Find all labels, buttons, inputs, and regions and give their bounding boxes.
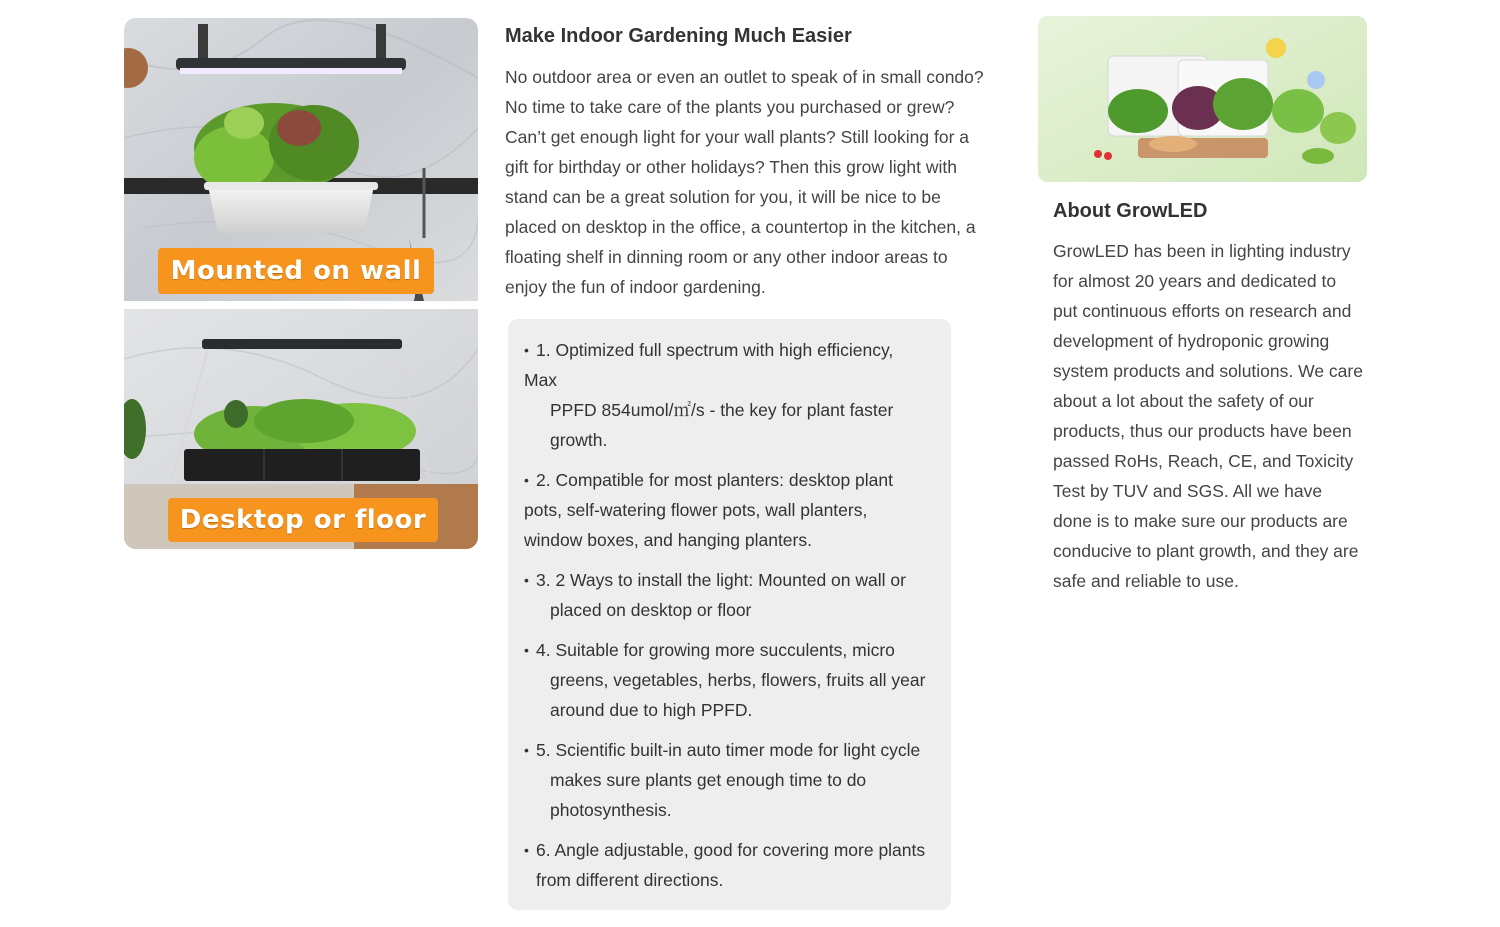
bullet-icon: • [524, 472, 529, 488]
feature-item: • 1. Optimized full spectrum with high efficiency, Max PPFD 854umol/㎡/s - the key for plant faster growth. [524, 335, 943, 455]
bullet-icon: • [524, 342, 529, 358]
wall-mounted-photo [124, 18, 478, 301]
feature-item: • 5. Scientific built-in auto timer mode for light cycle makes sure plants get enough time to do photosynthesis. [524, 735, 943, 825]
about-title: About GrowLED [1053, 200, 1208, 222]
about-section [1053, 196, 1363, 596]
features-panel [508, 319, 951, 910]
feature-item: • 3. 2 Ways to install the light: Mounted on wall or placed on desktop or floor [524, 565, 943, 625]
product-description: No outdoor area or even an outlet to speak of in small condo? No time to take care of the plants you purchased or grew? Can’t get enough light for your wall plants? Still looking for a gift for birthday or other holidays? Then this grow light with stand can be a great solution for you, it will be nice to be placed on desktop in the office, a countertop in the kitchen, a floating shelf in dinning room or any other indoor areas to enjoy the fun of indoor gardening. [505, 67, 984, 297]
feature-item: • 4. Suitable for growing more succulents, micro greens, vegetables, herbs, flowers, fruits all year around due to high PPFD. [524, 635, 943, 725]
about-product-image [1038, 16, 1367, 182]
bullet-icon: • [524, 742, 529, 758]
features-list [508, 319, 951, 895]
desktop-photo [124, 309, 478, 549]
product-collage-image [124, 18, 478, 549]
about-text: GrowLED has been in lighting industry for almost 20 years and dedicated to put continuous efforts on research and development of hydroponic growing system products and solutions. We care about a lot about the safety of our products, thus our products have been passed RoHs, Reach, CE, and Toxicity Test by TUV and SGS. All we have done is to make sure our products are conducive to plant growth, and they are safe and reliable to use. [1053, 241, 1363, 591]
bullet-icon: • [524, 642, 529, 658]
section-title: Make Indoor Gardening Much Easier [505, 25, 852, 47]
bullet-icon: • [524, 842, 529, 858]
desktop-floor-label: Desktop or floor [168, 498, 438, 542]
feature-item: • 2. Compatible for most planters: desktop plant pots, self-watering flower pots, wall planters, window boxes, and hanging planters. [524, 465, 943, 555]
wall-mounted-label: Mounted on wall [158, 248, 434, 294]
product-intro [505, 20, 985, 302]
bullet-icon: • [524, 572, 529, 588]
feature-item: • 6. Angle adjustable, good for covering more plants from different directions. [524, 835, 943, 895]
